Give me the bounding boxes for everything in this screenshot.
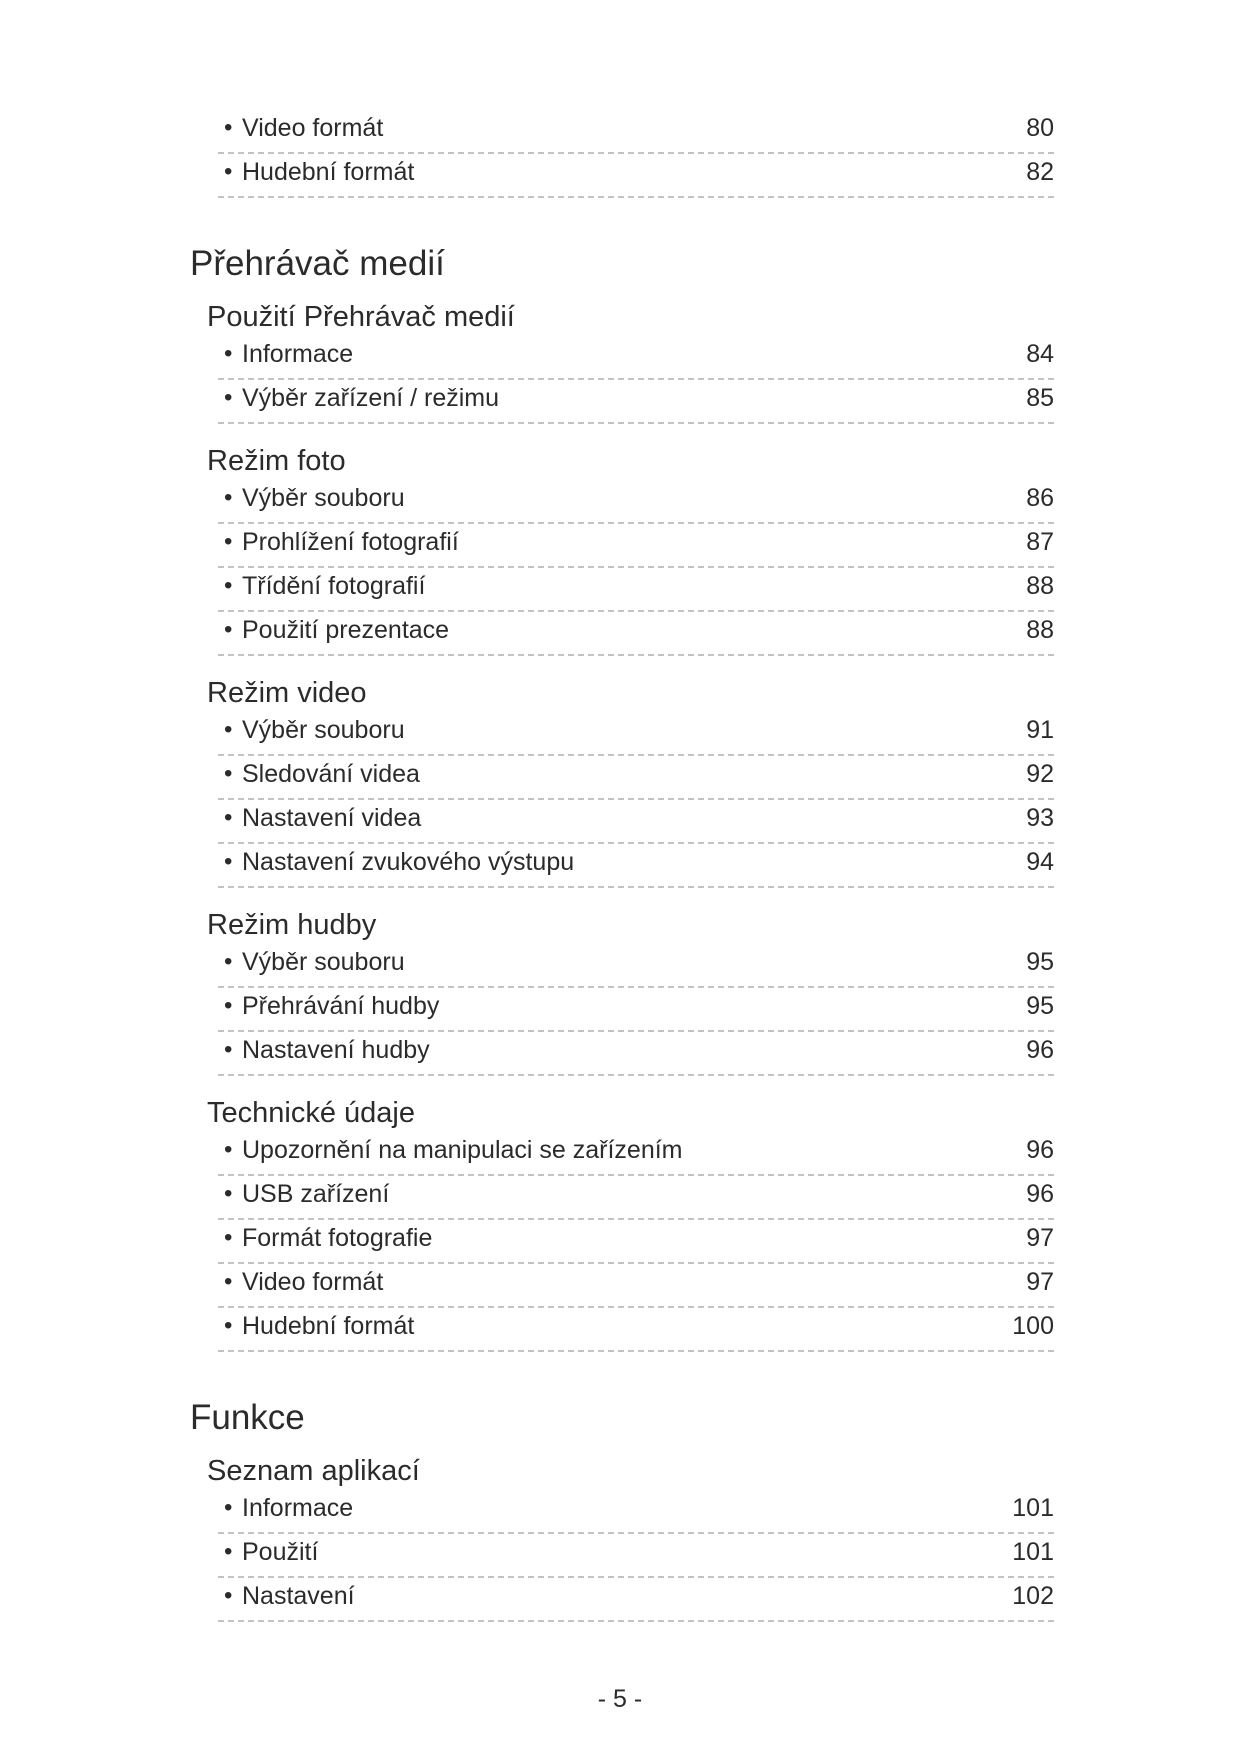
toc-entry-page: 96 <box>1026 1136 1054 1164</box>
bullet: • <box>224 1268 233 1295</box>
toc-entry[interactable] <box>218 380 1054 424</box>
bullet: • <box>224 1180 233 1207</box>
bullet: • <box>224 484 233 511</box>
bullet: • <box>224 114 233 141</box>
toc-entry-page: 96 <box>1026 1036 1054 1064</box>
toc-entry-label: Informace <box>242 340 354 368</box>
toc-entry-label: Použití <box>242 1538 319 1566</box>
toc-entry[interactable] <box>218 480 1054 524</box>
toc-entry-label: Sledování videa <box>242 760 420 788</box>
page-number: - 5 - <box>597 1685 643 1713</box>
toc-entry-page: 88 <box>1026 572 1054 600</box>
toc-entry-label: Nastavení hudby <box>242 1036 430 1064</box>
toc-entry-page: 100 <box>1012 1312 1054 1340</box>
bullet: • <box>224 760 233 787</box>
bullet: • <box>224 616 233 643</box>
toc-entry-label: Použití prezentace <box>242 616 450 644</box>
bullet: • <box>224 992 233 1019</box>
toc-entry-page: 93 <box>1026 804 1054 832</box>
chapter-title: Přehrávač medií <box>190 244 445 283</box>
toc-entry-label: USB zařízení <box>242 1180 390 1208</box>
toc-entry-label: Upozornění na manipulaci se zařízením <box>242 1136 683 1164</box>
toc-entry[interactable] <box>218 336 1054 380</box>
toc-entry[interactable] <box>218 844 1054 888</box>
toc-entry[interactable] <box>218 1176 1054 1220</box>
bullet: • <box>224 1224 233 1251</box>
toc-entry[interactable] <box>218 110 1054 154</box>
bullet: • <box>224 572 233 599</box>
toc-entry[interactable] <box>218 944 1054 988</box>
toc-entry-label: Výběr zařízení / režimu <box>242 384 500 412</box>
toc-entry[interactable] <box>218 154 1054 198</box>
toc-entry-label: Formát fotografie <box>242 1224 433 1252</box>
toc-entry-page: 95 <box>1026 992 1054 1020</box>
toc-entry[interactable] <box>218 1220 1054 1264</box>
bullet: • <box>224 716 233 743</box>
toc-entry[interactable] <box>218 1264 1054 1308</box>
toc-entry[interactable] <box>218 524 1054 568</box>
chapter-title: Funkce <box>190 1398 305 1437</box>
toc-entry-label: Hudební formát <box>242 158 415 186</box>
toc-entry-page: 94 <box>1026 848 1054 876</box>
bullet: • <box>224 1036 233 1063</box>
toc-entry[interactable] <box>218 756 1054 800</box>
toc-entry[interactable] <box>218 1132 1054 1176</box>
section-title: Režim foto <box>207 445 346 477</box>
toc-entry[interactable] <box>218 568 1054 612</box>
bullet: • <box>224 948 233 975</box>
toc-entry-label: Výběr souboru <box>242 716 405 744</box>
toc-entry-page: 92 <box>1026 760 1054 788</box>
toc-entry[interactable] <box>218 1032 1054 1076</box>
toc-entry[interactable] <box>218 800 1054 844</box>
bullet: • <box>224 528 233 555</box>
toc-entry-page: 101 <box>1012 1494 1054 1522</box>
toc-entry[interactable] <box>218 612 1054 656</box>
toc-entry-page: 97 <box>1026 1224 1054 1252</box>
toc-entry-label: Třídění fotografií <box>242 572 426 600</box>
toc-entry[interactable] <box>218 1308 1054 1352</box>
toc-entry-label: Přehrávání hudby <box>242 992 440 1020</box>
bullet: • <box>224 158 233 185</box>
bullet: • <box>224 1312 233 1339</box>
toc-entry-label: Prohlížení fotografií <box>242 528 459 556</box>
toc-entry-page: 101 <box>1012 1538 1054 1566</box>
section-title: Technické údaje <box>207 1097 415 1129</box>
toc-entry-label: Výběr souboru <box>242 484 405 512</box>
section-title: Režim video <box>207 677 367 709</box>
toc-entry-label: Video formát <box>242 114 384 142</box>
toc-entry-page: 97 <box>1026 1268 1054 1296</box>
bullet: • <box>224 1494 233 1521</box>
bullet: • <box>224 804 233 831</box>
toc-entry-label: Hudební formát <box>242 1312 415 1340</box>
toc-entry[interactable] <box>218 1490 1054 1534</box>
bullet: • <box>224 1136 233 1163</box>
toc-entry-page: 95 <box>1026 948 1054 976</box>
toc-entry-label: Nastavení zvukového výstupu <box>242 848 575 876</box>
section-title: Režim hudby <box>207 909 377 941</box>
toc-entry-label: Nastavení videa <box>242 804 422 832</box>
toc-entry-page: 84 <box>1026 340 1054 368</box>
toc-entry-label: Informace <box>242 1494 354 1522</box>
toc-entry-page: 96 <box>1026 1180 1054 1208</box>
toc-entry[interactable] <box>218 1534 1054 1578</box>
toc-entry[interactable] <box>218 1578 1054 1622</box>
section-title: Použití Přehrávač medií <box>207 301 515 333</box>
toc-entry-page: 87 <box>1026 528 1054 556</box>
toc-entry-page: 85 <box>1026 384 1054 412</box>
bullet: • <box>224 1538 233 1565</box>
toc-entry-label: Video formát <box>242 1268 384 1296</box>
toc-entry[interactable] <box>218 988 1054 1032</box>
toc-entry-label: Nastavení <box>242 1582 355 1610</box>
bullet: • <box>224 340 233 367</box>
bullet: • <box>224 384 233 411</box>
bullet: • <box>224 848 233 875</box>
toc-entry-page: 82 <box>1026 158 1054 186</box>
bullet: • <box>224 1582 233 1609</box>
toc-entry-page: 88 <box>1026 616 1054 644</box>
section-title: Seznam aplikací <box>207 1455 420 1487</box>
toc-entry-page: 102 <box>1012 1582 1054 1610</box>
toc-entry-label: Výběr souboru <box>242 948 405 976</box>
toc-entry-page: 86 <box>1026 484 1054 512</box>
toc-entry[interactable] <box>218 712 1054 756</box>
toc-entry-page: 80 <box>1026 114 1054 142</box>
toc-entry-page: 91 <box>1026 716 1054 744</box>
